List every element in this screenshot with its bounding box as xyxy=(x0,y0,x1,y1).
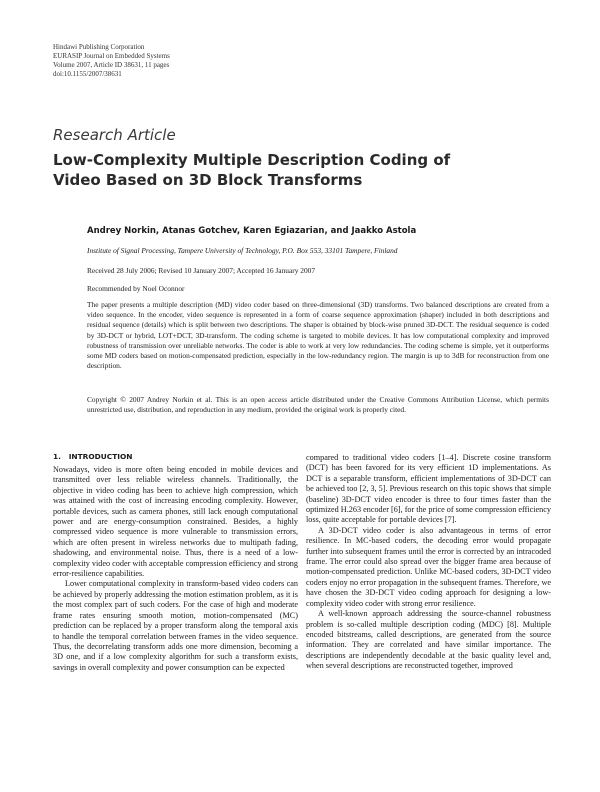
journal-name: EURASIP Journal on Embedded Systems xyxy=(53,52,170,60)
body-paragraph: A well-known approach addressing the source-channel robustness problem is so-called multiple description coding (MDC) [8]. Multiple encoded bitstreams, called descriptions, are generated from the source information. They are correlated and have similar importance. The descriptions are independently decodable at the basic quality level and, when several descriptions are reconstructed together, improved xyxy=(306,609,551,671)
affiliation: Institute of Signal Processing, Tampere University of Technology, P.O. Box 553, 33101 Tampere, Finland xyxy=(87,246,398,255)
body-paragraph: Nowadays, video is more often being encoded in mobile devices and transmitted over less reliable wireless channels. Traditionally, the objective in video coding has been to achieve high compression, which was attained with the cost of increasing encoding complexity. However, portable devices, such as camera phones, still lack enough computational power and are energy-consumption constrained. Besides, a highly compressed video sequence is more vulnerable to transmission errors, which are often present in wireless networks due to multipath fading, shadowing, and environmental noise. Thus, there is a need of a low-complexity video coder with acceptable compression efficiency and strong error-resilience capabilities. xyxy=(53,465,298,579)
section-title: INTRODUCTION xyxy=(68,452,133,461)
paper-title-line: Video Based on 3D Block Transforms xyxy=(53,171,363,189)
recommended-by: Recommended by Noel Oconnor xyxy=(87,284,185,293)
right-column xyxy=(306,453,551,672)
body-paragraph: compared to traditional video coders [1–4]. Discrete cosine transform (DCT) has been favored for its very efficient 1D implementations. As DCT is a separable transform, efficient implementations of 3D-DCT can be achieved too [2, 3, 5]. Previous research on this topic shows that simple (baseline) 3D-DCT video encoder is three to four times faster than the optimized H.263 encoder [6], for the price of some compression efficiency loss, quite acceptable for portable devices [7]. xyxy=(306,453,551,525)
left-column xyxy=(53,465,298,673)
publisher-name: Hindawi Publishing Corporation xyxy=(53,43,145,51)
paper-title xyxy=(53,150,553,190)
paper-title-line: Low-Complexity Multiple Description Coding of xyxy=(53,151,451,169)
volume-info: Volume 2007, Article ID 38631, 11 pages xyxy=(53,61,170,69)
author-list: Andrey Norkin, Atanas Gotchev, Karen Egiazarian, and Jaakko Astola xyxy=(87,226,417,236)
body-paragraph: A 3D-DCT video coder is also advantageous in terms of error resilience. In MC-based coders, the decoding error would propagate further into subsequent frames until the error is corrected by an intracoded frame. The error could also spread over the bigger frame area because of motion-compensated prediction. Unlike MC-based coders, 3D-DCT video coders enjoy no error propagation in the subsequent frames. Therefore, we have chosen the 3D-DCT video coding approach for designing a low-complexity video coder with strong error resilience. xyxy=(306,525,551,608)
section-number: 1. xyxy=(53,452,61,461)
copyright-notice: Copyright © 2007 Andrey Norkin et al. This is an open access article distributed under the Creative Commons Attribution License, which permits unrestricted use, distribution, and reproduction in any medium, provided the original work is properly cited. xyxy=(87,395,549,415)
body-paragraph: Lower computational complexity in transform-based video coders can be achieved by properly addressing the motion estimation problem, as it is the most complex part of such coders. For the case of high and moderate frame rates ensuring smooth motion, motion-compensated (MC) prediction can be replaced by a proper transform along the temporal axis to handle the temporal correlation between frames in the video sequence. Thus, the decorrelating transform adds one more dimension, becoming a 3D one, and if a low complexity algorithm for such a transform exists, savings in overall complexity and power consumption can be expected xyxy=(53,579,298,672)
doi: doi:10.1155/2007/38631 xyxy=(53,70,122,78)
section-heading xyxy=(53,452,132,461)
article-type: Research Article xyxy=(53,126,176,144)
publication-header xyxy=(53,43,170,79)
submission-dates: Received 28 July 2006; Revised 10 January 2007; Accepted 16 January 2007 xyxy=(87,266,316,275)
abstract: The paper presents a multiple description (MD) video coder based on three-dimensional (3D) transforms. Two balanced descriptions are created from a video sequence. In the encoder, video sequence is represented in a form of coarse sequence approximation (shaper) included in both descriptions and residual sequence (details) which is split between two descriptions. The shaper is obtained by block-wise pruned 3D-DCT. The residual sequence is coded by 3D-DCT or hybrid, LOT+DCT, 3D-transform. The coding scheme is targeted to mobile devices. It has low computational complexity and improved robustness of transmission over unreliable networks. The coder is able to work at very low redundancies. The coding scheme is simple, yet it outperforms some MD coders based on motion-compensated prediction, especially in the low-redundancy region. The margin is up to 3dB for reconstruction from one description. xyxy=(87,300,549,371)
